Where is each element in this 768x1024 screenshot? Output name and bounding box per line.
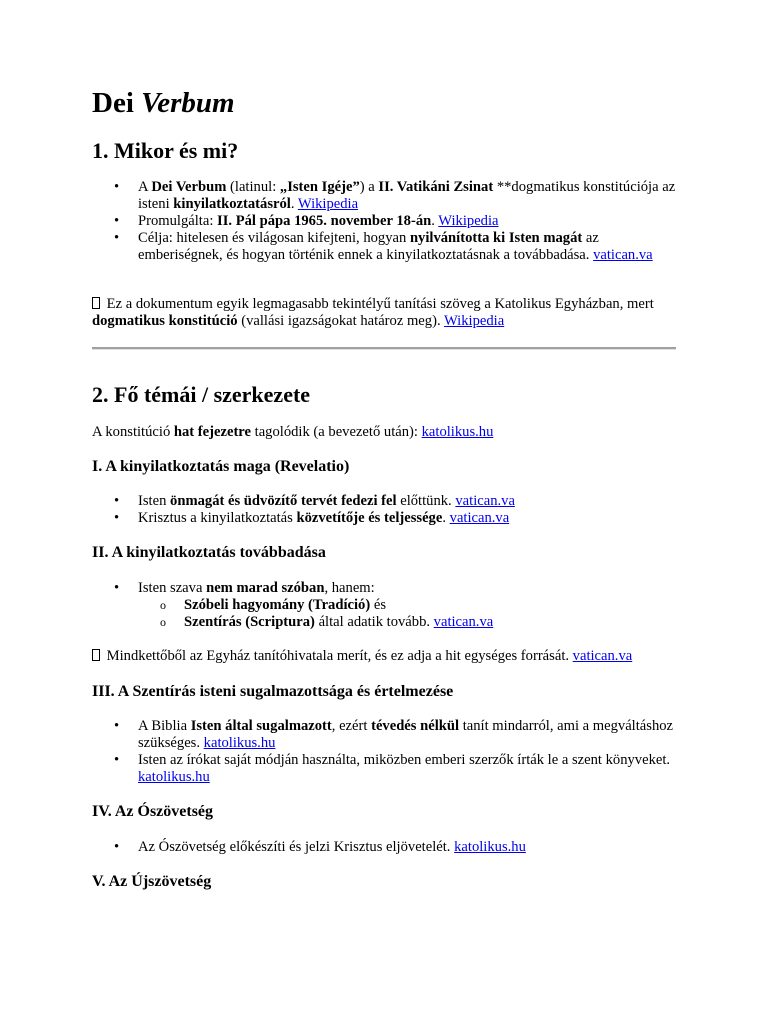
katolikus-link[interactable]: katolikus.hu xyxy=(454,839,526,855)
vatican-link[interactable]: vatican.va xyxy=(449,510,510,526)
list-item: • Isten szava nem marad szóban, hanem: o Szóbeli hagyomány (Tradíció) és o Szentírás (Scriptura) által adatik tovább. vatican.va xyxy=(92,580,684,631)
katolikus-link[interactable]: katolikus.hu xyxy=(421,424,494,440)
vatican-link[interactable]: vatican.va xyxy=(433,614,494,630)
chapter-3-heading: III. A Szentírás isteni sugalmazottsága és értelmezése xyxy=(92,683,454,700)
chapter-4-heading: IV. Az Ószövetség xyxy=(92,803,214,820)
chapter-2-list xyxy=(92,580,684,631)
list-item: • A Biblia Isten által sugalmazott, ezért tévedés nélkül tanít mindarról, ami a megváltáshoz szükséges. katolikus.hu xyxy=(92,718,684,752)
wikipedia-link[interactable]: Wikipedia xyxy=(443,313,505,329)
title-plain: Dei xyxy=(92,87,134,119)
page-title xyxy=(92,83,235,123)
list-item: • Célja: hitelesen és világosan kifejteni, hogyan nyilvánította ki Isten magát az emberiségnek, és hogyan történik ennek a kinyilatkoztatásnak a továbbadása. vatican.va xyxy=(92,230,684,264)
sub-list xyxy=(138,597,684,631)
vatican-link[interactable]: vatican.va xyxy=(593,247,653,263)
horizontal-divider xyxy=(92,347,676,350)
wikipedia-link[interactable]: Wikipedia xyxy=(297,196,359,212)
section-2-heading: 2. Fő témái / szerkezete xyxy=(92,382,311,407)
katolikus-link[interactable]: katolikus.hu xyxy=(203,735,276,751)
chapter-2-heading: II. A kinyilatkoztatás továbbadása xyxy=(92,544,326,561)
section-1-heading: 1. Mikor és mi? xyxy=(92,138,239,163)
list-item: • A Dei Verbum (latinul: „Isten Igéje”) a II. Vatikáni Zsinat **dogmatikus konstitúciója az isteni kinyilatkoztatásról. Wikipedia xyxy=(92,179,684,213)
intro-paragraph: A konstitúció hat fejezetre tagolódik (a bevezető után): katolikus.hu xyxy=(92,424,494,440)
sub-list-item: o Szentírás (Scriptura) által adatik tovább. vatican.va xyxy=(138,614,684,631)
chapter-1-list xyxy=(92,493,684,527)
section-1-list xyxy=(92,179,684,264)
sub-list-item: o Szóbeli hagyomány (Tradíció) és xyxy=(138,597,684,614)
list-item: • Isten önmagát és üdvözítő tervét fedezi fel előttünk. vatican.va xyxy=(92,493,684,510)
chapter-4-list xyxy=(92,839,684,856)
list-item: • Krisztus a kinyilatkoztatás közvetítője és teljessége. vatican.va xyxy=(92,510,684,527)
title-italic: Verbum xyxy=(141,87,235,119)
note-paragraph: Mindkettőből az Egyház tanítóhivatala merít, és ez adja a hit egységes forrását. vatican.va xyxy=(92,648,682,665)
vatican-link[interactable]: vatican.va xyxy=(572,648,633,664)
chapter-1-heading: I. A kinyilatkoztatás maga (Revelatio) xyxy=(92,458,350,475)
chapter-5-heading: V. Az Újszövetség xyxy=(92,873,212,890)
vatican-link[interactable]: vatican.va xyxy=(455,493,515,509)
list-item: • Az Ószövetség előkészíti és jelzi Krisztus eljövetelét. katolikus.hu xyxy=(92,839,684,856)
missing-glyph-icon xyxy=(92,649,100,661)
list-item: • Promulgálta: II. Pál pápa 1965. november 18-án. Wikipedia xyxy=(92,213,684,230)
katolikus-link[interactable]: katolikus.hu xyxy=(138,769,210,785)
note-paragraph: Ez a dokumentum egyik legmagasabb tekintélyű tanítási szöveg a Katolikus Egyházban, mert dogmatikus konstitúció (vallási igazságokat határoz meg). Wikipedia xyxy=(92,296,654,329)
wikipedia-link[interactable]: Wikipedia xyxy=(438,213,499,229)
chapter-3-list xyxy=(92,718,684,786)
list-item: • Isten az írókat saját módján használta, miközben emberi szerzők írták le a szent könyveket. katolikus.hu xyxy=(92,752,684,786)
missing-glyph-icon xyxy=(92,297,100,309)
